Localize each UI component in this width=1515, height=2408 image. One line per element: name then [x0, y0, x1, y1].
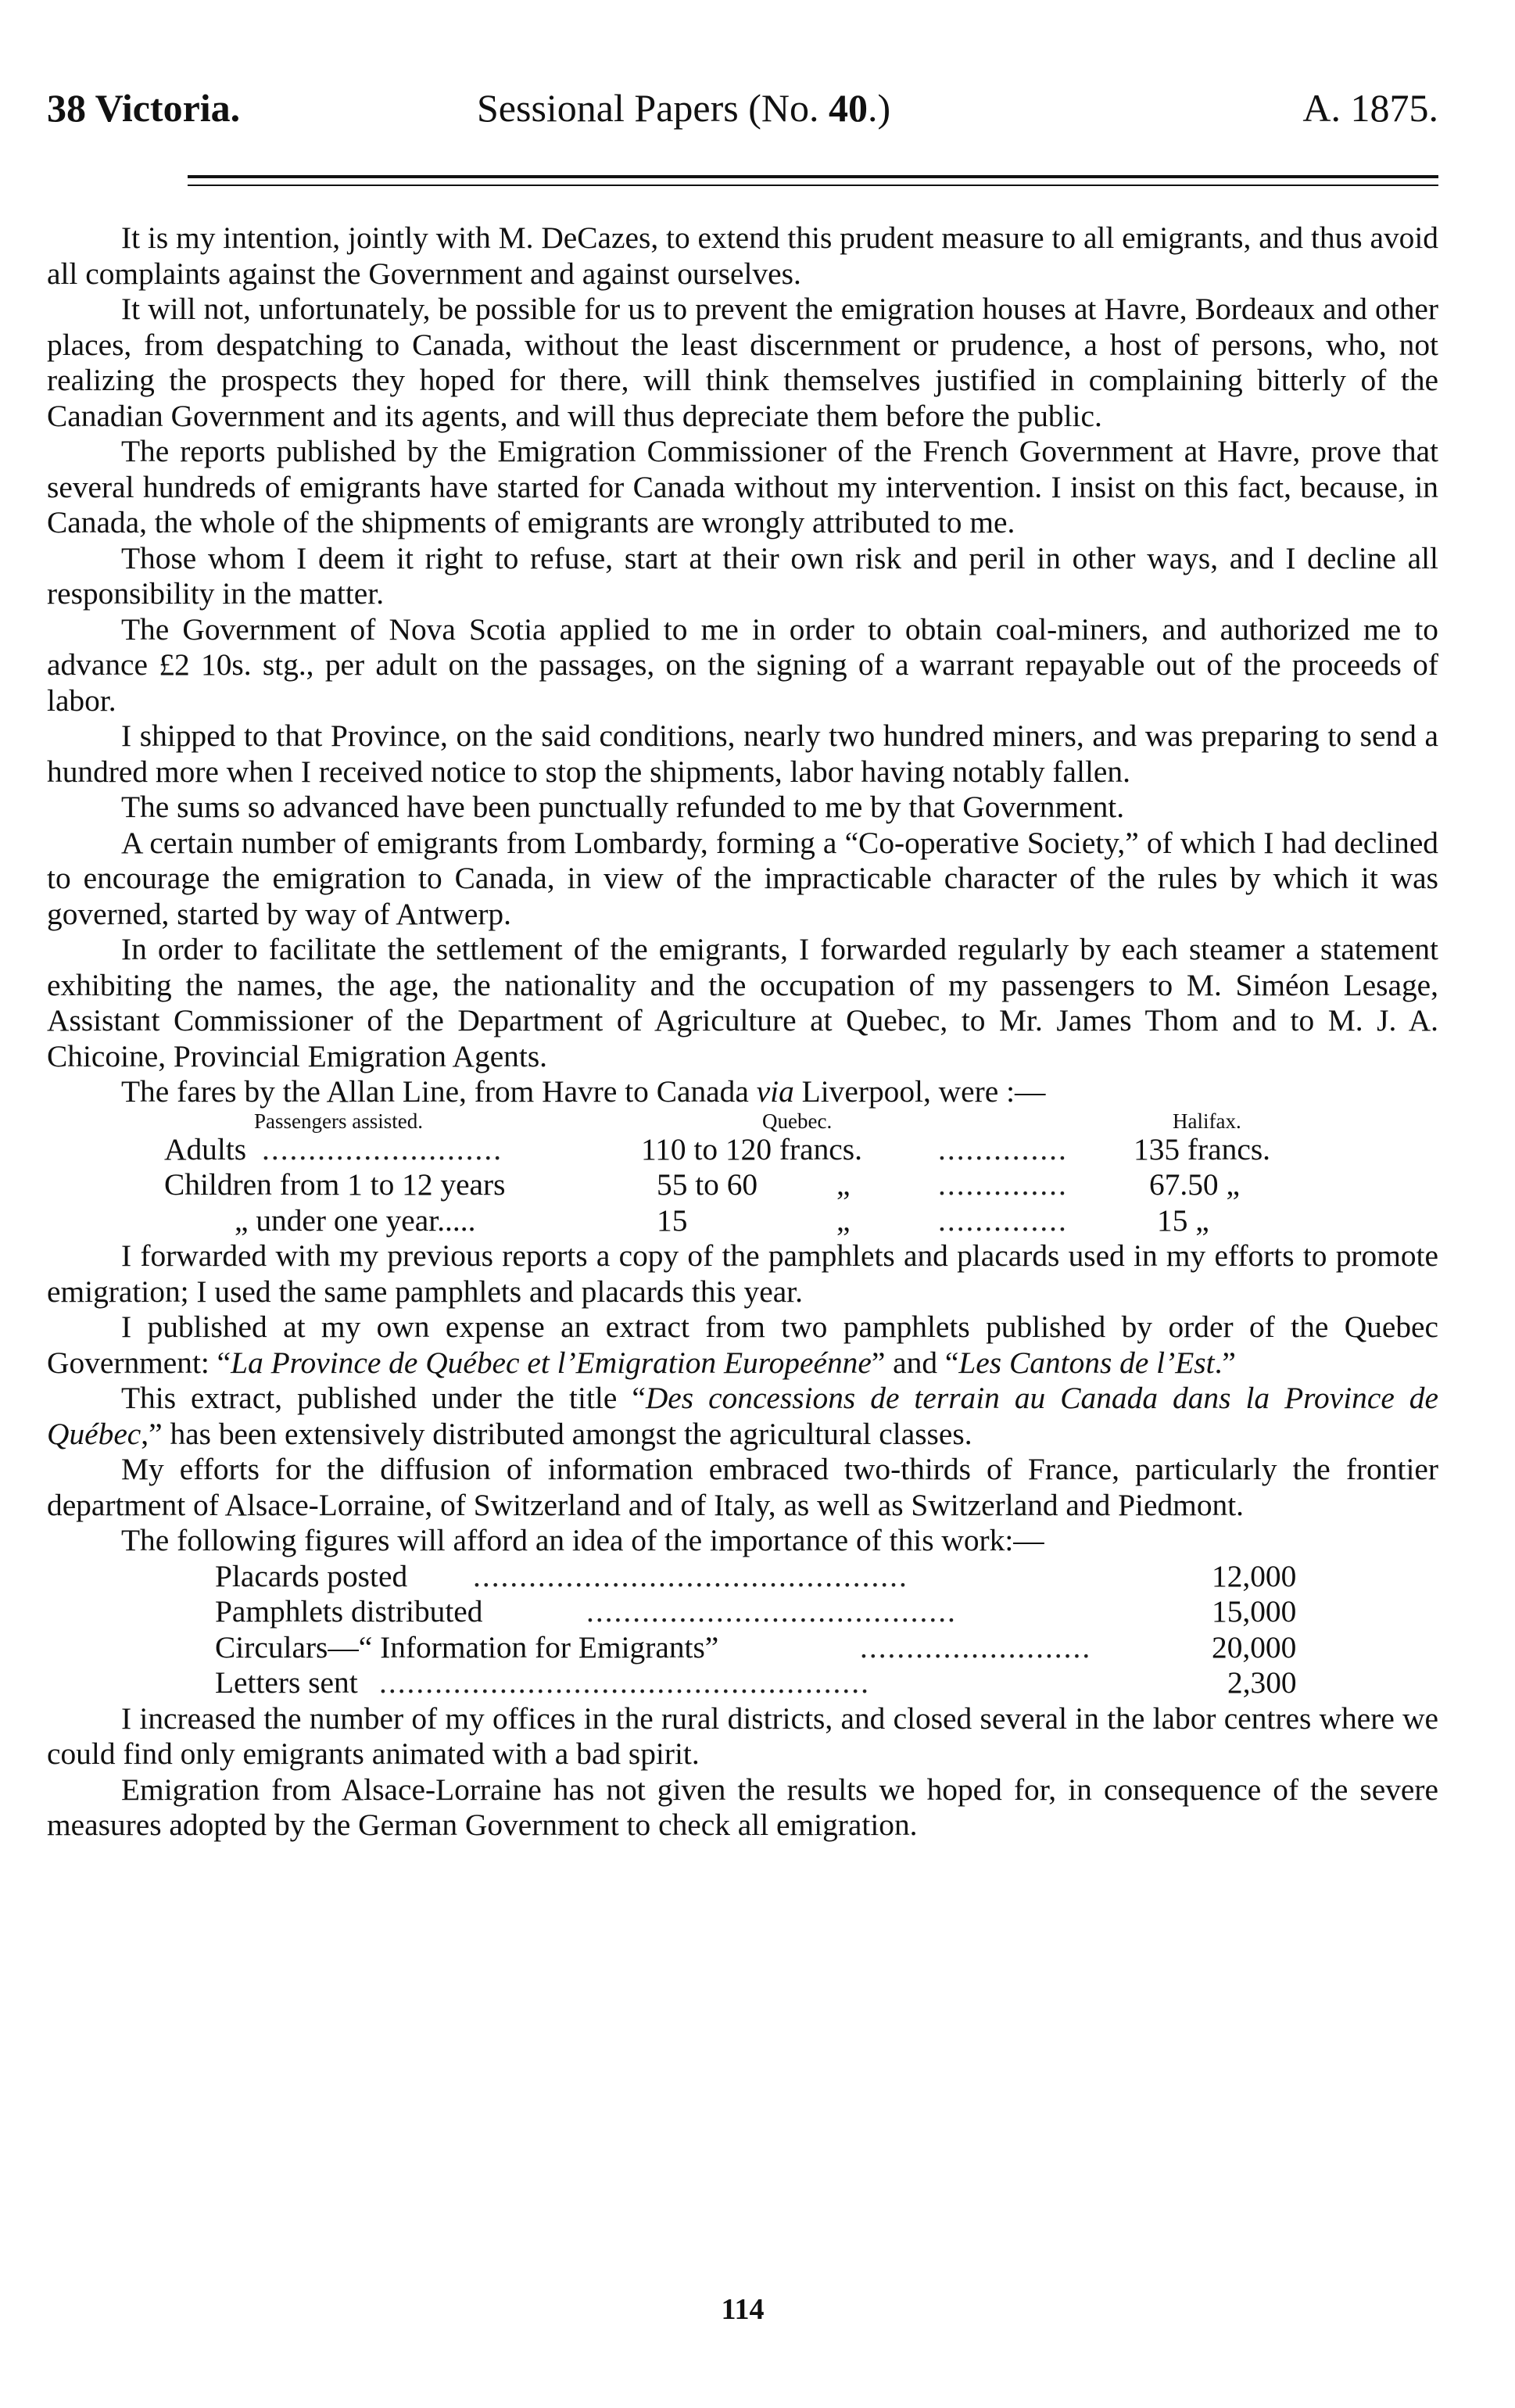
page-number: 114	[721, 2293, 765, 2326]
fare-halifax: 67.50 „	[1149, 1167, 1240, 1202]
figure-label: Letters sent	[215, 1665, 358, 1700]
table-row	[47, 1665, 1438, 1701]
paragraph: The reports published by the Emigration Commissioner of the French Government at Havre, prove that several hundreds of emigrants have started for Canada without my intervention. I insist on this fact, because, in Canada, the whole of the shipments of emigrants are wrongly attributed to me.	[47, 434, 1438, 539]
text-run: .”	[1214, 1345, 1236, 1380]
fare-quebec: 55 to 60	[657, 1167, 758, 1202]
text-italic: Les Cantons de l’Est	[958, 1345, 1215, 1380]
fare-quebec: 110 to 120 francs.	[641, 1131, 862, 1166]
fare-quebec: 15	[657, 1202, 688, 1238]
figure-label: Placards posted	[215, 1558, 408, 1593]
fare-halifax: 135 francs.	[1134, 1131, 1271, 1166]
text-run: This extract, published under the title “	[121, 1381, 646, 1415]
paragraph: Those whom I deem it right to refuse, start at their own risk and peril in other ways, and I decline all responsibility in the matter.	[47, 540, 1438, 611]
table-row	[47, 1132, 1438, 1168]
figure-value: 15,000	[1212, 1594, 1297, 1629]
header-session: 38 Victoria.	[47, 86, 241, 130]
text-run: The fares by the Allan Line, from Havre to Canada	[121, 1074, 757, 1109]
fare-leader: ..............	[938, 1167, 1068, 1202]
fare-label: Adults	[164, 1131, 247, 1166]
fare-leader: ..............	[938, 1131, 1068, 1166]
fare-halifax: 15 „	[1157, 1202, 1209, 1238]
figures-table	[47, 1559, 1438, 1701]
text-italic: La Province de Québec et l’Emigration Europeénne	[231, 1345, 872, 1380]
paragraph: The Government of Nova Scotia applied to me in order to obtain coal-miners, and authorized me to advance £2 10s. stg., per adult on the passages, on the signing of a warrant repayable out of the proceeds of labor.	[47, 611, 1438, 718]
fare-ditto: „	[836, 1167, 851, 1202]
header-year: A. 1875.	[1302, 86, 1438, 130]
column-header-passengers: Passengers assisted.	[254, 1109, 423, 1133]
fare-ditto: „	[836, 1202, 851, 1238]
paragraph: The following figures will afford an idea of the importance of this work:—	[121, 1523, 1044, 1557]
table-row	[47, 1167, 1438, 1203]
header-title-suffix: .)	[867, 86, 891, 130]
text-italic: via	[756, 1074, 794, 1109]
figure-leader: ...............................................	[473, 1558, 908, 1593]
figure-value: 2,300	[1227, 1665, 1297, 1700]
table-row	[47, 1594, 1438, 1630]
table-row	[47, 1559, 1438, 1595]
fares-table-header	[47, 1110, 1438, 1132]
header-rule-thin	[188, 185, 1438, 186]
header-title-prefix: Sessional Papers (No.	[477, 86, 829, 130]
text-run: Liverpool, were :—	[793, 1074, 1046, 1109]
body-text	[47, 220, 1438, 1844]
table-row	[47, 1630, 1438, 1666]
paragraph: My efforts for the diffusion of information embraced two-thirds of France, particularly the frontier department of Alsace-Lorraine, of Switzerland and of Italy, as well as Switzerland and Piedmont.	[47, 1452, 1438, 1522]
document-page	[47, 0, 1438, 2408]
text-run: I published at my own expense an extract from two pamphlets published by order of the Quebec Government: “	[47, 1310, 1438, 1380]
text-italic: Des concessions de terrain au Canada dans la Province de Québec	[47, 1381, 1438, 1451]
column-header-halifax: Halifax.	[1173, 1109, 1241, 1133]
paragraph: A certain number of emigrants from Lombardy, forming a “Co-operative Society,” of which I had declined to encourage the emigration to Canada, in view of the impracticable character of the rules by which it was governed, started by way of Antwerp.	[47, 825, 1438, 931]
header-paper-number: 40	[828, 86, 868, 130]
header-title	[477, 84, 890, 131]
figure-value: 12,000	[1212, 1558, 1297, 1593]
figure-leader: .....................................................	[379, 1665, 870, 1700]
paragraph: It will not, unfortunately, be possible for us to prevent the emigration houses at Havre, Bordeaux and other places, from despatching to Canada, without the least discernment or prudence, a host of persons, who, not realizing the prospects they hoped for there, will think themselves justified in complaining bitterly of the Canadian Government and its agents, and will thus depreciate them before the public.	[47, 292, 1438, 433]
figure-label: Circulars—“ Information for Emigrants”	[215, 1629, 719, 1664]
figure-value: 20,000	[1212, 1629, 1297, 1664]
text-run: ,” has been extensively distributed amongst the agricultural classes.	[141, 1416, 972, 1451]
paragraph: I shipped to that Province, on the said conditions, nearly two hundred miners, and was preparing to send a hundred more when I received notice to stop the shipments, labor having notably fallen.	[47, 718, 1438, 789]
column-header-quebec: Quebec.	[762, 1109, 833, 1133]
paragraph	[47, 1074, 1438, 1110]
paragraph: In order to facilitate the settlement of the emigrants, I forwarded regularly by each steamer a statement exhibiting the names, the age, the nationality and the occupation of my passengers to M. Siméon Lesage, Assistant Commissioner of the Department of Agriculture at Quebec, to Mr. James Thom and to M. J. A. Chicoine, Provincial Emigration Agents.	[47, 932, 1438, 1073]
figure-leader: ........................................	[586, 1594, 957, 1629]
paragraph: It is my intention, jointly with M. DeCazes, to extend this prudent measure to all emigrants, and thus avoid all complaints against the Government and against ourselves.	[47, 220, 1438, 291]
table-row	[47, 1203, 1438, 1239]
fare-leader: ..........................	[262, 1131, 503, 1166]
paragraph	[47, 1381, 1438, 1452]
fare-label: „ under one year.....	[235, 1202, 476, 1238]
paragraph: The sums so advanced have been punctually refunded to me by that Government.	[121, 790, 1125, 824]
figure-leader: .........................	[860, 1629, 1092, 1664]
fare-label: Children from 1 to 12 years	[164, 1167, 506, 1202]
fare-leader: ..............	[938, 1202, 1068, 1238]
paragraph: Emigration from Alsace-Lorraine has not given the results we hoped for, in consequence of the severe measures adopted by the German Government to check all emigration.	[47, 1772, 1438, 1842]
paragraph: I increased the number of my offices in the rural districts, and closed several in the labor centres where we could find only emigrants animated with a bad spirit.	[47, 1700, 1438, 1771]
header-rule-thick	[188, 175, 1438, 178]
text-run: ” and “	[871, 1345, 959, 1380]
fares-table	[47, 1110, 1438, 1239]
paragraph: I forwarded with my previous reports a copy of the pamphlets and placards used in my efforts to promote emigration; I used the same pamphlets and placards this year.	[47, 1238, 1438, 1309]
paragraph	[47, 1310, 1438, 1381]
figure-label: Pamphlets distributed	[215, 1594, 483, 1629]
running-header	[47, 84, 1438, 139]
